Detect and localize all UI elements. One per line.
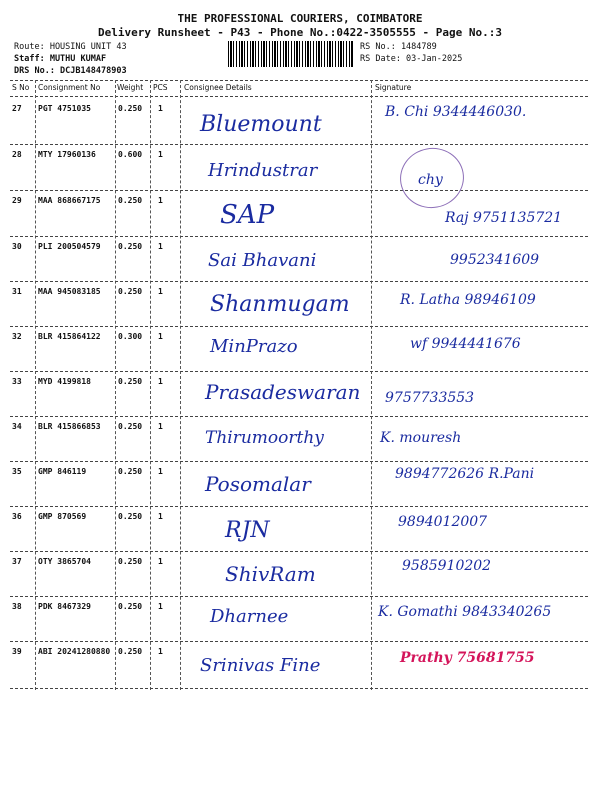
row-pcs: 1 xyxy=(158,242,163,251)
col-sno: S No xyxy=(12,83,30,92)
signature-handwriting: chy xyxy=(418,172,443,188)
row-consignment-no: BLR 415864122 xyxy=(38,332,101,341)
row-consignment-no: OTY 3865704 xyxy=(38,557,91,566)
signature-handwriting: B. Chi 9344446030. xyxy=(385,104,527,120)
row-sno: 39 xyxy=(12,647,22,656)
row-pcs: 1 xyxy=(158,422,163,431)
consignee-handwriting: Posomalar xyxy=(205,472,311,496)
row-weight: 0.250 xyxy=(118,422,143,431)
row-sno: 33 xyxy=(12,377,22,386)
signature-handwriting: 9952341609 xyxy=(450,252,540,268)
row-sno: 28 xyxy=(12,150,22,159)
consignee-handwriting: Sai Bhavani xyxy=(208,250,317,271)
row-divider xyxy=(10,371,588,372)
signature-handwriting: 9894772626 R.Pani xyxy=(395,466,535,482)
row-weight: 0.250 xyxy=(118,287,143,296)
row-pcs: 1 xyxy=(158,332,163,341)
consignee-handwriting: SAP xyxy=(220,200,275,230)
row-pcs: 1 xyxy=(158,557,163,566)
table-row xyxy=(10,508,588,553)
consignee-handwriting: Dharnee xyxy=(210,606,289,627)
signature-handwriting: Prathy 75681755 xyxy=(400,650,535,666)
consignee-handwriting: Bluemount xyxy=(200,112,322,137)
row-pcs: 1 xyxy=(158,602,163,611)
row-weight: 0.250 xyxy=(118,104,143,113)
signature-handwriting: 9757733553 xyxy=(385,390,475,406)
row-pcs: 1 xyxy=(158,512,163,521)
row-divider xyxy=(10,190,588,191)
row-divider xyxy=(10,688,588,689)
row-weight: 0.600 xyxy=(118,150,143,159)
col-pcs: PCS xyxy=(153,83,168,92)
col-consignment: Consignment No xyxy=(38,83,101,92)
signature-handwriting: R. Latha 98946109 xyxy=(400,292,536,308)
row-divider xyxy=(10,461,588,462)
row-consignment-no: MTY 17960136 xyxy=(38,150,96,159)
runsheet-subtitle: Delivery Runsheet - P43 - Phone No.:0422-3505555 - Page No.:3 xyxy=(98,26,502,39)
row-consignment-no: GMP 846119 xyxy=(38,467,87,476)
row-consignment-no: GMP 870569 xyxy=(38,512,87,521)
row-weight: 0.250 xyxy=(118,647,143,656)
row-pcs: 1 xyxy=(158,196,163,205)
row-sno: 37 xyxy=(12,557,22,566)
row-divider xyxy=(10,281,588,282)
staff-label: Staff: MUTHU KUMAF xyxy=(14,54,107,64)
row-divider xyxy=(10,641,588,642)
row-divider xyxy=(10,506,588,507)
rs-number: RS No.: 1484789 xyxy=(360,42,437,52)
row-weight: 0.250 xyxy=(118,377,143,386)
consignee-handwriting: ShivRam xyxy=(225,562,316,586)
signature-handwriting: Raj 9751135721 xyxy=(445,210,563,226)
consignee-handwriting: MinPrazo xyxy=(210,336,298,357)
row-sno: 38 xyxy=(12,602,22,611)
row-sno: 32 xyxy=(12,332,22,341)
row-pcs: 1 xyxy=(158,150,163,159)
consignee-handwriting: Shanmugam xyxy=(210,292,350,317)
route-label: Route: HOUSING UNIT 43 xyxy=(14,42,127,52)
signature-handwriting: 9894012007 xyxy=(398,514,488,530)
rs-date: RS Date: 03-Jan-2025 xyxy=(360,54,463,64)
row-divider xyxy=(10,144,588,145)
row-pcs: 1 xyxy=(158,287,163,296)
row-divider xyxy=(10,551,588,552)
row-sno: 35 xyxy=(12,467,22,476)
consignee-handwriting: Hrindustrar xyxy=(208,160,318,181)
row-consignment-no: MYD 4199818 xyxy=(38,377,91,386)
row-sno: 30 xyxy=(12,242,22,251)
barcode xyxy=(228,41,353,67)
consignee-handwriting: RJN xyxy=(225,518,270,543)
row-sno: 36 xyxy=(12,512,22,521)
page-title: THE PROFESSIONAL COURIERS, COIMBATORE xyxy=(177,12,423,25)
signature-handwriting: wf 9944441676 xyxy=(410,336,521,352)
row-consignment-no: MAA 945083185 xyxy=(38,287,101,296)
signature-handwriting: 9585910202 xyxy=(402,558,492,574)
col-signature: Signature xyxy=(375,83,412,92)
row-pcs: 1 xyxy=(158,647,163,656)
row-consignment-no: ABI 20241280880 xyxy=(38,647,111,656)
row-divider xyxy=(10,416,588,417)
row-weight: 0.250 xyxy=(118,557,143,566)
row-consignment-no: PDK 8467329 xyxy=(38,602,91,611)
col-weight: Weight xyxy=(117,83,144,92)
row-sno: 31 xyxy=(12,287,22,296)
row-weight: 0.250 xyxy=(118,467,143,476)
row-consignment-no: PGT 4751035 xyxy=(38,104,91,113)
row-divider xyxy=(10,236,588,237)
row-weight: 0.250 xyxy=(118,512,143,521)
col-consignee: Consignee Details xyxy=(184,83,252,92)
row-consignment-no: BLR 415866853 xyxy=(38,422,101,431)
row-sno: 27 xyxy=(12,104,22,113)
consignee-handwriting: Prasadeswaran xyxy=(205,380,361,404)
row-consignment-no: MAA 868667175 xyxy=(38,196,101,205)
row-weight: 0.250 xyxy=(118,602,143,611)
row-pcs: 1 xyxy=(158,377,163,386)
consignee-handwriting: Srinivas Fine xyxy=(200,655,321,676)
drs-number: DRS No.: DCJB148478903 xyxy=(14,66,127,76)
row-weight: 0.250 xyxy=(118,242,143,251)
row-pcs: 1 xyxy=(158,104,163,113)
row-weight: 0.250 xyxy=(118,196,143,205)
row-divider xyxy=(10,326,588,327)
signature-handwriting: K. mouresh xyxy=(380,430,462,446)
signature-handwriting: K. Gomathi 9843340265 xyxy=(378,604,552,620)
row-divider xyxy=(10,596,588,597)
row-pcs: 1 xyxy=(158,467,163,476)
consignee-handwriting: Thirumoorthy xyxy=(205,428,324,448)
row-weight: 0.300 xyxy=(118,332,143,341)
row-sno: 29 xyxy=(12,196,22,205)
row-sno: 34 xyxy=(12,422,22,431)
row-consignment-no: PLI 200504579 xyxy=(38,242,101,251)
